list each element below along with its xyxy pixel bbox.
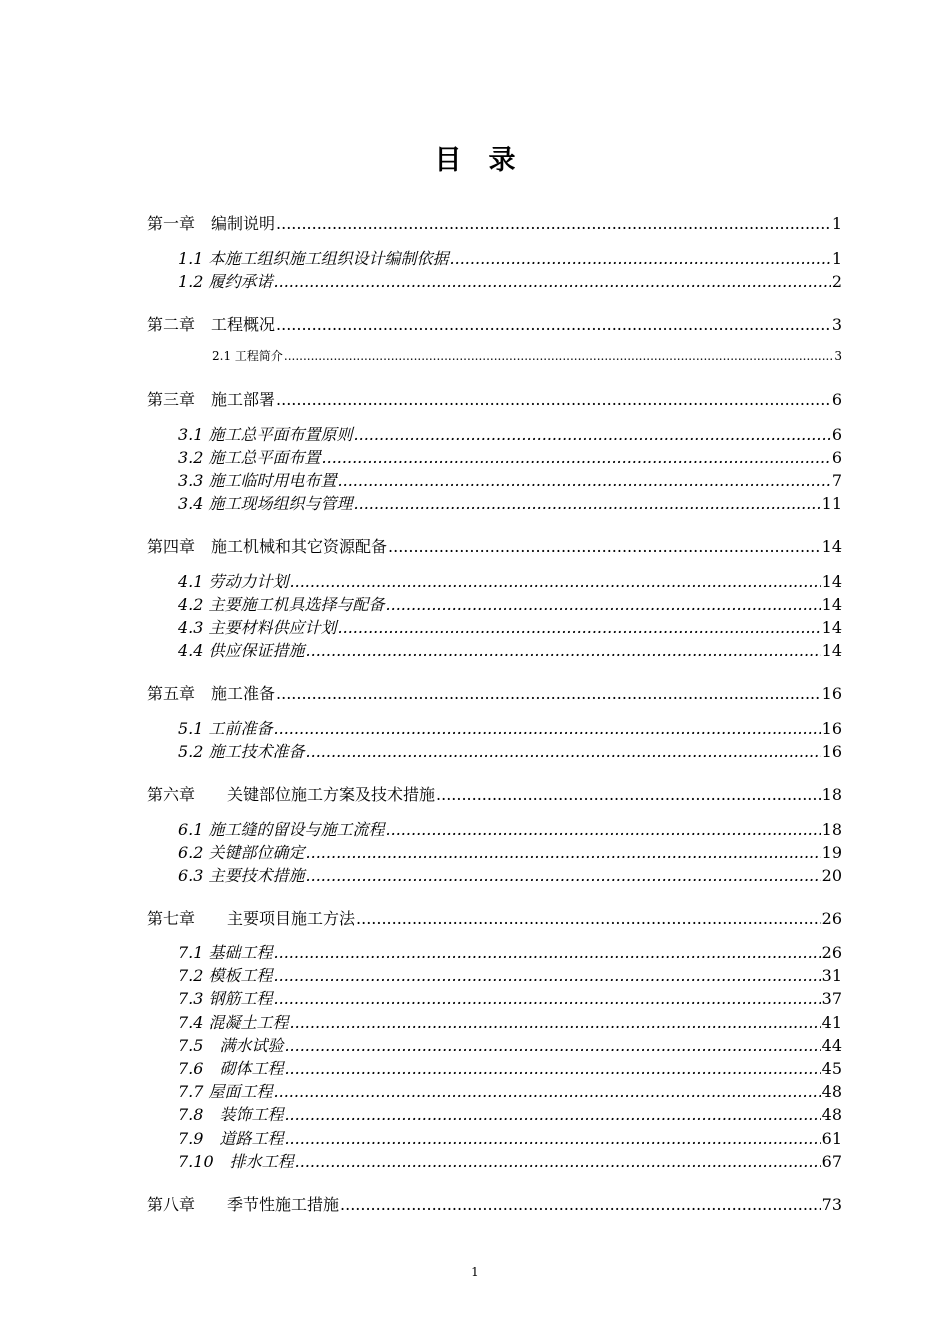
toc-entry[interactable]	[147, 211, 842, 234]
toc-entry-label: 第五章 施工准备	[147, 684, 276, 703]
toc-entry-page: 14	[821, 537, 842, 556]
toc-leader-dots	[338, 618, 821, 637]
toc-entry-label: 7.3 钢筋工程	[178, 989, 273, 1008]
toc-entry[interactable]	[178, 863, 842, 886]
toc-leader-dots	[284, 349, 833, 363]
toc-entry-label: 7.1 基础工程	[178, 943, 273, 962]
toc-entry-page: 1	[831, 214, 842, 233]
toc-entry[interactable]	[178, 963, 842, 986]
toc-leader-dots	[306, 641, 821, 660]
toc-entry-label: 7.2 模板工程	[178, 966, 273, 985]
toc-entry-label: 7.8 装饰工程	[178, 1105, 284, 1124]
toc-entry-label: 7.5 满水试验	[178, 1036, 284, 1055]
toc-entry-page: 48	[821, 1105, 842, 1124]
toc-entry-page: 18	[821, 820, 842, 839]
toc-entry-page: 14	[821, 595, 842, 614]
toc-entry[interactable]	[178, 716, 842, 739]
toc-entry[interactable]	[147, 1192, 842, 1215]
toc-entry-page: 20	[821, 866, 842, 885]
toc-entry-page: 45	[821, 1059, 842, 1078]
toc-entry-page: 2	[831, 272, 842, 291]
toc-entry-label: 3.1 施工总平面布置原则	[178, 425, 353, 444]
toc-entry-page: 26	[821, 943, 842, 962]
toc-entry[interactable]	[178, 940, 842, 963]
toc-entry[interactable]	[178, 638, 842, 661]
toc-leader-dots	[306, 742, 821, 761]
toc-entry-label: 3.4 施工现场组织与管理	[178, 494, 353, 513]
toc-entry-label: 7.7 屋面工程	[178, 1082, 273, 1101]
toc-entry[interactable]	[178, 445, 842, 468]
toc-leader-dots	[284, 1129, 820, 1148]
toc-entry[interactable]	[178, 246, 842, 269]
toc-entry-label: 第一章 编制说明	[147, 214, 276, 233]
toc-leader-dots	[306, 866, 821, 885]
toc-leader-dots	[290, 1013, 821, 1032]
toc-entry-label: 7.10 排水工程	[178, 1152, 294, 1171]
toc-entry-label: 3.2 施工总平面布置	[178, 448, 321, 467]
toc-entry-page: 67	[821, 1152, 842, 1171]
toc-entry[interactable]	[178, 986, 842, 1009]
toc-entry-page: 16	[821, 719, 842, 738]
toc-entry-page: 14	[821, 641, 842, 660]
toc-entry-page: 16	[821, 684, 842, 703]
toc-entry-label: 第四章 施工机械和其它资源配备	[147, 537, 388, 556]
toc-entry[interactable]	[178, 468, 842, 491]
toc-leader-dots	[340, 1195, 821, 1214]
toc-leader-dots	[436, 785, 821, 804]
toc-entry[interactable]	[178, 1126, 842, 1149]
toc-entry[interactable]	[178, 615, 842, 638]
toc-entry-label: 1.1 本施工组织施工组织设计编制依据	[178, 249, 449, 268]
toc-entry[interactable]	[212, 347, 842, 364]
toc-entry-page: 48	[821, 1082, 842, 1101]
toc-leader-dots	[276, 684, 821, 703]
toc-entry-page: 26	[821, 909, 842, 928]
toc-leader-dots	[354, 494, 821, 513]
toc-entry-label: 第七章 主要项目施工方法	[147, 909, 356, 928]
toc-entry[interactable]	[178, 1149, 842, 1172]
toc-leader-dots	[284, 1059, 820, 1078]
toc-entry-label: 7.6 砌体工程	[178, 1059, 284, 1078]
toc-entry-label: 6.1 施工缝的留设与施工流程	[178, 820, 385, 839]
toc-entry-page: 44	[821, 1036, 842, 1055]
page-title: 目 录	[434, 145, 516, 176]
toc-entry-label: 第六章 关键部位施工方案及技术措施	[147, 785, 436, 804]
toc-leader-dots	[306, 843, 821, 862]
toc-entry-page: 7	[831, 471, 842, 490]
toc-leader-dots	[276, 390, 831, 409]
toc-entry-page: 11	[821, 494, 842, 513]
toc-leader-dots	[276, 315, 831, 334]
toc-entry-page: 14	[821, 572, 842, 591]
toc-entry-page: 41	[821, 1013, 842, 1032]
toc-entry-label: 2.1 工程简介	[212, 349, 283, 363]
toc-entry-label: 第八章 季节性施工措施	[147, 1195, 340, 1214]
toc-entry[interactable]	[147, 534, 842, 557]
toc-entry[interactable]	[178, 592, 842, 615]
toc-leader-dots	[274, 1082, 821, 1101]
toc-entry[interactable]	[178, 1079, 842, 1102]
toc-entry[interactable]	[147, 312, 842, 335]
toc-entry-label: 6.2 关键部位确定	[178, 843, 305, 862]
toc-entry[interactable]	[178, 1010, 842, 1033]
toc-leader-dots	[290, 572, 821, 591]
toc-leader-dots	[450, 249, 831, 268]
toc-entry-label: 4.3 主要材料供应计划	[178, 618, 337, 637]
toc-entry-page: 37	[821, 989, 842, 1008]
toc-entry-page: 6	[831, 448, 842, 467]
toc-leader-dots	[354, 425, 831, 444]
toc-entry-label: 7.9 道路工程	[178, 1129, 284, 1148]
toc-entry-page: 31	[821, 966, 842, 985]
toc-entry[interactable]	[178, 739, 842, 762]
toc-entry-label: 6.3 主要技术措施	[178, 866, 305, 885]
toc-entry-label: 7.4 混凝土工程	[178, 1013, 289, 1032]
toc-entry[interactable]	[147, 387, 842, 410]
toc-entry-label: 1.2 履约承诺	[178, 272, 273, 291]
toc-leader-dots	[295, 1152, 821, 1171]
toc-entry-page: 16	[821, 742, 842, 761]
toc-entry-page: 3	[831, 315, 842, 334]
toc-entry-page: 61	[821, 1129, 842, 1148]
toc-entry[interactable]	[147, 782, 842, 805]
toc-entry-page: 18	[821, 785, 842, 804]
toc-leader-dots	[274, 272, 831, 291]
toc-leader-dots	[388, 537, 821, 556]
toc-entry[interactable]	[178, 491, 842, 514]
toc-entry[interactable]	[178, 269, 842, 292]
toc-entry[interactable]	[178, 569, 842, 592]
toc-entry-page: 6	[831, 390, 842, 409]
toc-leader-dots	[284, 1036, 820, 1055]
toc-entry[interactable]	[147, 906, 842, 929]
toc-leader-dots	[284, 1105, 820, 1124]
toc-entry-page: 19	[821, 843, 842, 862]
toc-leader-dots	[338, 471, 831, 490]
toc-leader-dots	[274, 719, 821, 738]
toc-entry-label: 第二章 工程概况	[147, 315, 276, 334]
toc-entry-page: 6	[831, 425, 842, 444]
toc-entry-label: 4.1 劳动力计划	[178, 572, 289, 591]
toc-leader-dots	[322, 448, 831, 467]
toc-entry-label: 4.4 供应保证措施	[178, 641, 305, 660]
toc-entry-page: 73	[821, 1195, 842, 1214]
toc-entry-label: 3.3 施工临时用电布置	[178, 471, 337, 490]
toc-entry-label: 5.2 施工技术准备	[178, 742, 305, 761]
toc-entry-label: 第三章 施工部署	[147, 390, 276, 409]
toc-entry[interactable]	[178, 1056, 842, 1079]
toc-entry[interactable]	[147, 681, 842, 704]
toc-entry-label: 4.2 主要施工机具选择与配备	[178, 595, 385, 614]
toc-leader-dots	[274, 989, 821, 1008]
toc-entry-label: 5.1 工前准备	[178, 719, 273, 738]
toc-entry[interactable]	[178, 817, 842, 840]
toc-entry[interactable]	[178, 422, 842, 445]
toc-leader-dots	[274, 966, 821, 985]
toc-leader-dots	[276, 214, 831, 233]
toc-leader-dots	[356, 909, 821, 928]
toc-leader-dots	[274, 943, 821, 962]
toc-entry-page: 1	[831, 249, 842, 268]
toc-entry-page: 14	[821, 618, 842, 637]
toc-entry[interactable]	[178, 1102, 842, 1125]
toc-entry[interactable]	[178, 840, 842, 863]
page-number: 1	[471, 1265, 479, 1279]
toc-entry-page: 3	[834, 349, 842, 363]
toc-leader-dots	[386, 595, 821, 614]
toc-entry[interactable]	[178, 1033, 842, 1056]
toc-leader-dots	[386, 820, 821, 839]
